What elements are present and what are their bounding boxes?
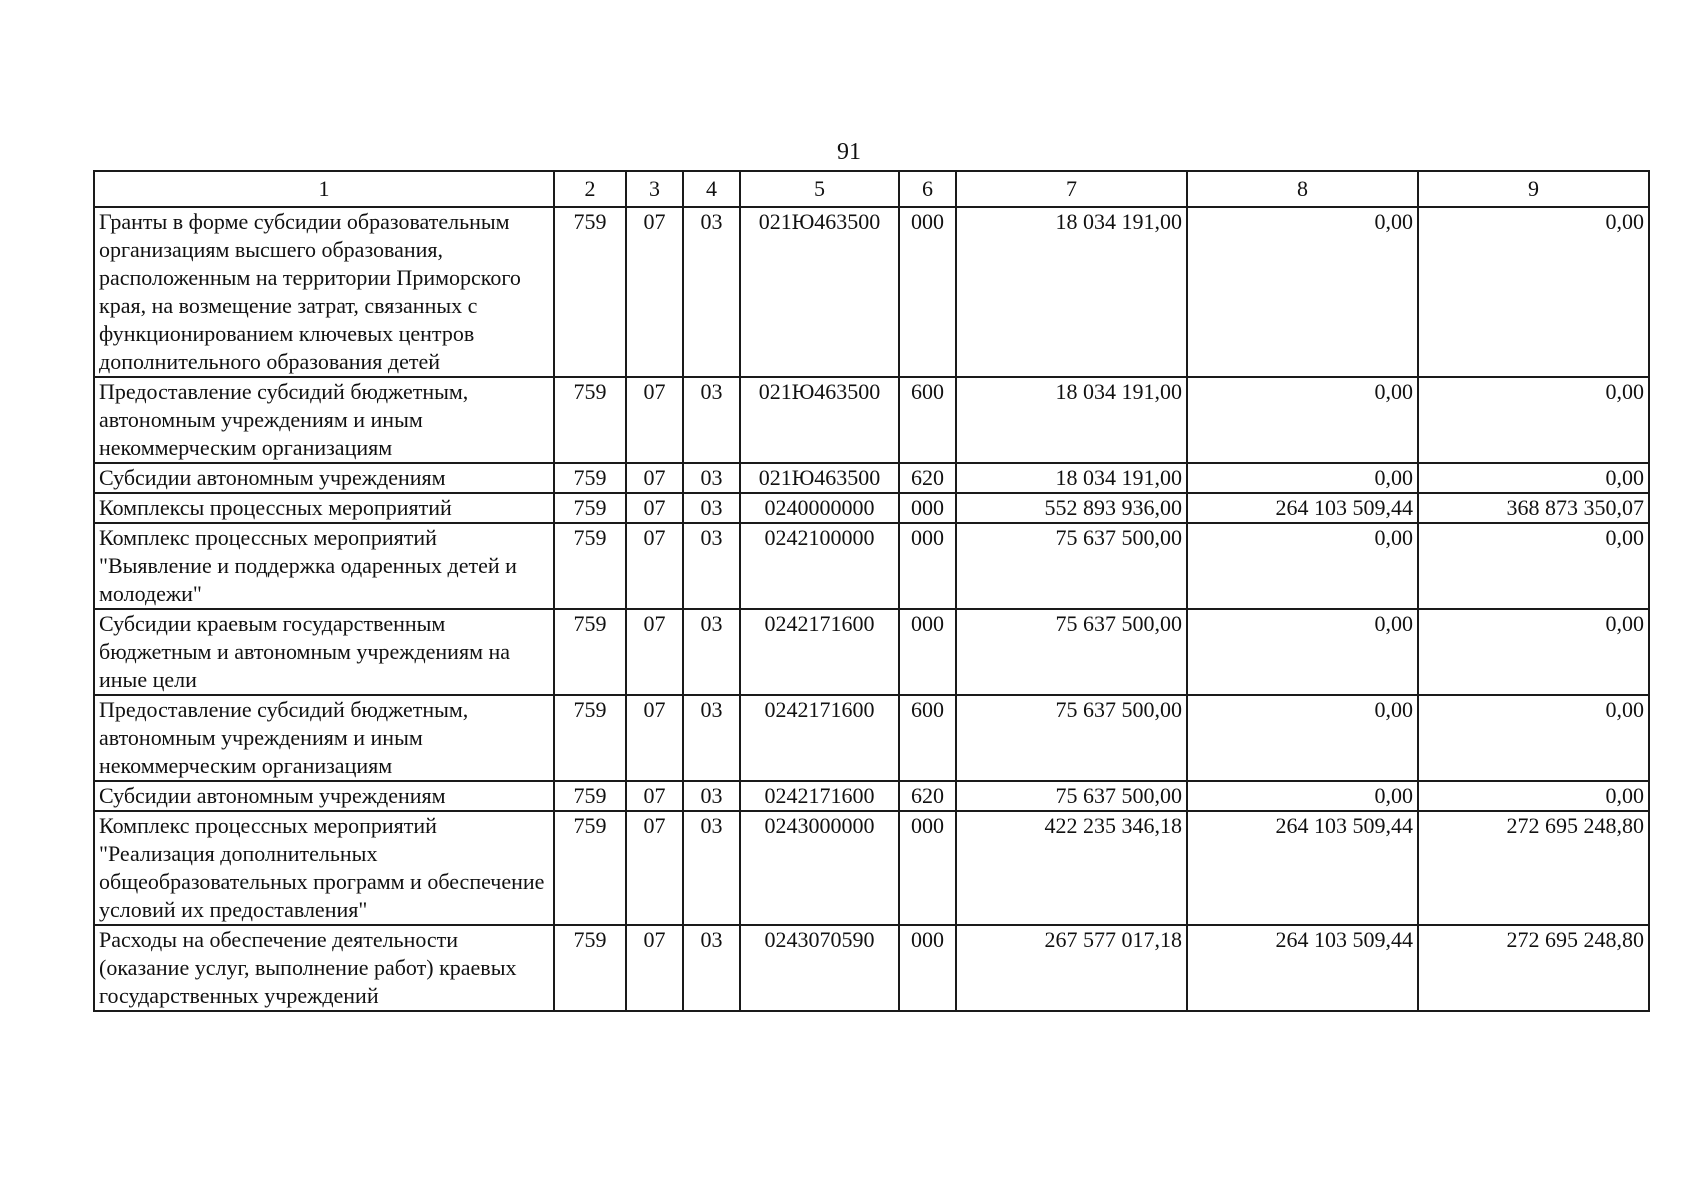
col-4-cell: 03 — [683, 695, 740, 781]
header-cell: 1 — [94, 171, 554, 207]
header-cell: 6 — [899, 171, 956, 207]
table-row — [94, 925, 1649, 1011]
col-6-cell: 000 — [899, 523, 956, 609]
table-header-row — [94, 171, 1649, 207]
col-5-cell: 0242171600 — [740, 609, 899, 695]
col-9-amount: 272 695 248,80 — [1418, 811, 1649, 925]
table-row — [94, 609, 1649, 695]
col-5-cell: 0242171600 — [740, 781, 899, 811]
row-name-cell: Субсидии краевым государственным бюджетным и автономным учреждениям на иные цели — [94, 609, 554, 695]
row-name-cell: Предоставление субсидий бюджетным, автономным учреждениям и иным некоммерческим организациям — [94, 377, 554, 463]
col-8-amount: 0,00 — [1187, 207, 1418, 377]
col-2-cell: 759 — [554, 925, 626, 1011]
col-6-cell: 620 — [899, 781, 956, 811]
col-7-amount: 75 637 500,00 — [956, 695, 1187, 781]
col-7-amount: 18 034 191,00 — [956, 463, 1187, 493]
col-8-amount: 0,00 — [1187, 523, 1418, 609]
col-7-amount: 75 637 500,00 — [956, 781, 1187, 811]
table-row — [94, 463, 1649, 493]
col-4-cell: 03 — [683, 811, 740, 925]
row-name-cell: Субсидии автономным учреждениям — [94, 781, 554, 811]
col-3-cell: 07 — [626, 523, 683, 609]
table-row — [94, 493, 1649, 523]
col-4-cell: 03 — [683, 925, 740, 1011]
col-9-amount: 368 873 350,07 — [1418, 493, 1649, 523]
col-2-cell: 759 — [554, 377, 626, 463]
col-5-cell: 021Ю463500 — [740, 377, 899, 463]
col-3-cell: 07 — [626, 781, 683, 811]
table-row — [94, 377, 1649, 463]
table-row — [94, 523, 1649, 609]
row-name-cell: Предоставление субсидий бюджетным, автономным учреждениям и иным некоммерческим организациям — [94, 695, 554, 781]
col-6-cell: 000 — [899, 811, 956, 925]
table-row — [94, 811, 1649, 925]
header-cell: 9 — [1418, 171, 1649, 207]
col-2-cell: 759 — [554, 609, 626, 695]
col-8-amount: 0,00 — [1187, 463, 1418, 493]
col-9-amount: 0,00 — [1418, 781, 1649, 811]
col-3-cell: 07 — [626, 811, 683, 925]
col-2-cell: 759 — [554, 463, 626, 493]
row-name-cell: Комплексы процессных мероприятий — [94, 493, 554, 523]
col-9-amount: 0,00 — [1418, 463, 1649, 493]
col-3-cell: 07 — [626, 609, 683, 695]
col-4-cell: 03 — [683, 207, 740, 377]
col-7-amount: 75 637 500,00 — [956, 609, 1187, 695]
col-8-amount: 0,00 — [1187, 377, 1418, 463]
col-5-cell: 021Ю463500 — [740, 463, 899, 493]
col-8-amount: 0,00 — [1187, 695, 1418, 781]
table-row — [94, 695, 1649, 781]
col-2-cell: 759 — [554, 493, 626, 523]
col-6-cell: 620 — [899, 463, 956, 493]
col-7-amount: 18 034 191,00 — [956, 377, 1187, 463]
col-9-amount: 0,00 — [1418, 523, 1649, 609]
header-cell: 7 — [956, 171, 1187, 207]
col-8-amount: 0,00 — [1187, 609, 1418, 695]
row-name-cell: Расходы на обеспечение деятельности (оказание услуг, выполнение работ) краевых государственных учреждений — [94, 925, 554, 1011]
col-7-amount: 18 034 191,00 — [956, 207, 1187, 377]
col-6-cell: 000 — [899, 609, 956, 695]
col-8-amount: 264 103 509,44 — [1187, 493, 1418, 523]
col-5-cell: 0242100000 — [740, 523, 899, 609]
col-6-cell: 600 — [899, 695, 956, 781]
col-2-cell: 759 — [554, 695, 626, 781]
col-6-cell: 000 — [899, 207, 956, 377]
col-8-amount: 264 103 509,44 — [1187, 925, 1418, 1011]
table-row — [94, 207, 1649, 377]
col-4-cell: 03 — [683, 523, 740, 609]
header-cell: 3 — [626, 171, 683, 207]
col-7-amount: 552 893 936,00 — [956, 493, 1187, 523]
col-8-amount: 0,00 — [1187, 781, 1418, 811]
col-3-cell: 07 — [626, 695, 683, 781]
page-number: 91 — [837, 139, 861, 165]
table-row — [94, 781, 1649, 811]
col-4-cell: 03 — [683, 377, 740, 463]
col-3-cell: 07 — [626, 207, 683, 377]
col-2-cell: 759 — [554, 207, 626, 377]
col-9-amount: 0,00 — [1418, 695, 1649, 781]
col-4-cell: 03 — [683, 609, 740, 695]
col-7-amount: 422 235 346,18 — [956, 811, 1187, 925]
row-name-cell: Субсидии автономным учреждениям — [94, 463, 554, 493]
col-9-amount: 272 695 248,80 — [1418, 925, 1649, 1011]
col-4-cell: 03 — [683, 781, 740, 811]
col-4-cell: 03 — [683, 463, 740, 493]
col-6-cell: 000 — [899, 493, 956, 523]
col-8-amount: 264 103 509,44 — [1187, 811, 1418, 925]
col-3-cell: 07 — [626, 493, 683, 523]
header-cell: 4 — [683, 171, 740, 207]
col-6-cell: 600 — [899, 377, 956, 463]
row-name-cell: Гранты в форме субсидии образовательным организациям высшего образования, расположенным на территории Приморского края, на возмещение затрат, связанных с функционированием ключевых центров дополнительного образования детей — [94, 207, 554, 377]
row-name-cell: Комплекс процессных мероприятий "Выявление и поддержка одаренных детей и молодежи" — [94, 523, 554, 609]
col-2-cell: 759 — [554, 523, 626, 609]
col-9-amount: 0,00 — [1418, 377, 1649, 463]
col-3-cell: 07 — [626, 377, 683, 463]
col-5-cell: 021Ю463500 — [740, 207, 899, 377]
col-9-amount: 0,00 — [1418, 207, 1649, 377]
header-cell: 8 — [1187, 171, 1418, 207]
col-6-cell: 000 — [899, 925, 956, 1011]
col-2-cell: 759 — [554, 781, 626, 811]
header-cell: 2 — [554, 171, 626, 207]
col-5-cell: 0242171600 — [740, 695, 899, 781]
col-7-amount: 75 637 500,00 — [956, 523, 1187, 609]
col-3-cell: 07 — [626, 925, 683, 1011]
row-name-cell: Комплекс процессных мероприятий "Реализация дополнительных общеобразовательных программ и обеспечение условий их предоставления" — [94, 811, 554, 925]
col-9-amount: 0,00 — [1418, 609, 1649, 695]
col-7-amount: 267 577 017,18 — [956, 925, 1187, 1011]
budget-table — [93, 170, 1650, 1012]
col-5-cell: 0243000000 — [740, 811, 899, 925]
col-3-cell: 07 — [626, 463, 683, 493]
col-2-cell: 759 — [554, 811, 626, 925]
header-cell: 5 — [740, 171, 899, 207]
col-5-cell: 0240000000 — [740, 493, 899, 523]
col-4-cell: 03 — [683, 493, 740, 523]
col-5-cell: 0243070590 — [740, 925, 899, 1011]
